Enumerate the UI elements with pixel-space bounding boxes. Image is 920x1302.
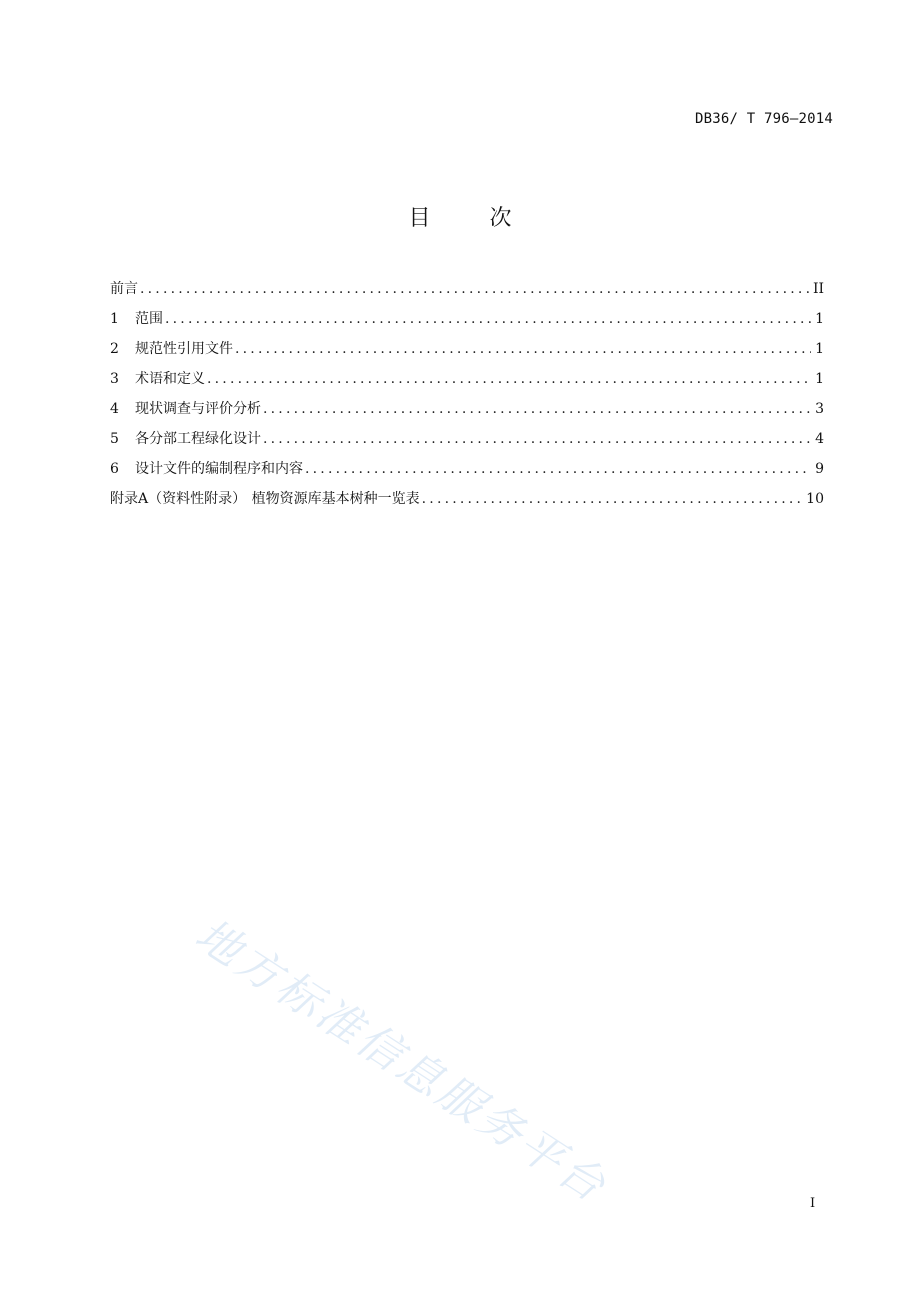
toc-entry-page: 3 <box>815 401 824 417</box>
toc-entry-label: 术语和定义 <box>135 371 205 387</box>
toc-appendix-prefix: 附录A（资料性附录） <box>110 491 247 507</box>
toc-entry-label: 植物资源库基本树种一览表 <box>251 491 420 507</box>
standard-code: DB36/ T 796—2014 <box>694 111 833 127</box>
toc-entry-foreword[interactable] <box>110 278 824 308</box>
toc-entry-number: 2 <box>110 341 119 357</box>
toc-leader-dots <box>263 428 811 450</box>
toc-entry-label: 各分部工程绿化设计 <box>135 431 261 447</box>
toc-entry-page: 10 <box>806 491 824 507</box>
toc-entry-number: 3 <box>110 371 119 387</box>
toc-entry-label: 范围 <box>135 311 163 327</box>
toc-entry-page: 9 <box>815 461 824 477</box>
page-title: 目 次 <box>408 206 538 231</box>
toc-entry-number: 6 <box>110 461 119 477</box>
toc-entry-1[interactable] <box>110 308 824 338</box>
toc-entry-number: 5 <box>110 431 119 447</box>
toc-entry-3[interactable] <box>110 368 824 398</box>
toc-leader-dots <box>235 338 811 360</box>
toc-entry-page: II <box>812 281 824 297</box>
toc-entry-page: 1 <box>815 371 824 387</box>
page-number: I <box>810 1196 816 1211</box>
toc-leader-dots <box>165 308 811 330</box>
toc-entry-6[interactable] <box>110 458 824 488</box>
toc-entry-label: 规范性引用文件 <box>135 341 233 357</box>
toc-entry-page: 4 <box>815 431 824 447</box>
toc-entry-2[interactable] <box>110 338 824 368</box>
toc-entry-label: 设计文件的编制程序和内容 <box>135 461 303 477</box>
toc-entry-number: 4 <box>110 401 119 417</box>
toc-leader-dots <box>305 458 811 480</box>
watermark: 地方标准信息服务平台 <box>186 909 617 1214</box>
toc-leader-dots <box>207 368 811 390</box>
toc-entry-label: 前言 <box>110 281 138 297</box>
toc-entry-page: 1 <box>815 311 824 327</box>
toc-entry-appendix-a[interactable] <box>110 488 824 518</box>
toc-leader-dots <box>263 398 811 420</box>
toc-leader-dots <box>140 278 809 300</box>
toc-leader-dots <box>422 488 803 510</box>
toc-entry-5[interactable] <box>110 428 824 458</box>
table-of-contents <box>110 278 824 518</box>
toc-entry-page: 1 <box>815 341 824 357</box>
toc-entry-label: 现状调查与评价分析 <box>135 401 261 417</box>
toc-entry-4[interactable] <box>110 398 824 428</box>
toc-entry-number: 1 <box>110 311 119 327</box>
